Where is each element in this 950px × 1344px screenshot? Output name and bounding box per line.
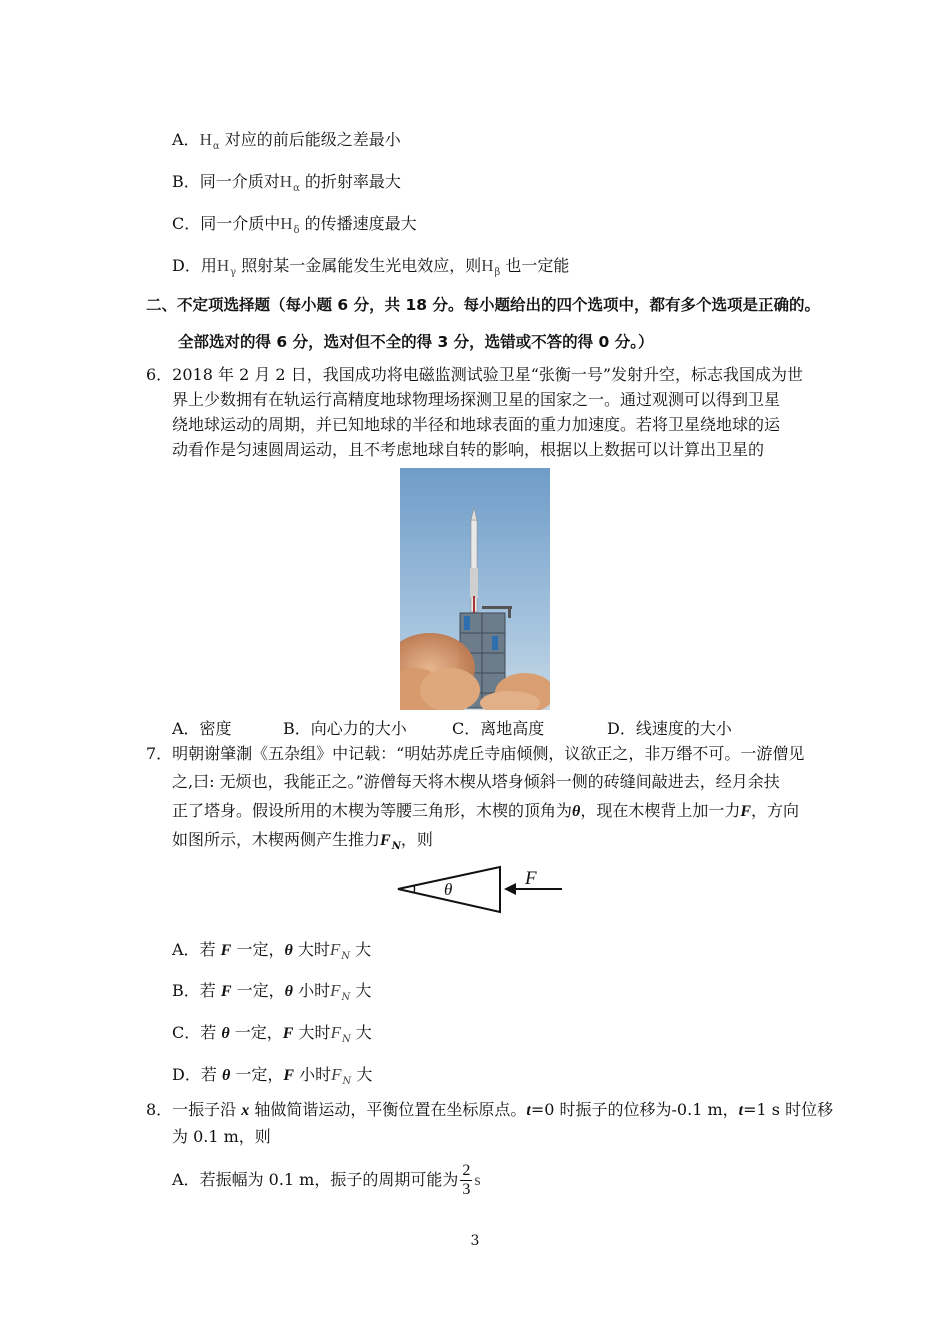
q7-option-d: D．若 θ 一定，F 小时$F_N$ 大	[172, 1065, 373, 1087]
q6-option-c: C．离地高度	[452, 719, 545, 738]
q7-stem-line2: 之,曰: 无烦也，我能正之。”游僧每天将木楔从塔身倾斜一侧的砖缝间敲进去，经月余扶	[172, 772, 780, 791]
q5-option-c: C．同一介质中$H_\delta$ 的传播速度最大	[172, 214, 417, 236]
q7-stem-line3: 正了塔身。假设所用的木楔为等腰三角形，木楔的顶角为θ，现在木楔背上加一力F，方向	[172, 801, 800, 820]
section-2-instructions: 全部选对的得 6 分，选对但不全的得 3 分，选错或不答的得 0 分。）	[178, 333, 654, 351]
q6-stem-line2: 界上少数拥有在轨运行高精度地球物理场探测卫星的国家之一。通过观测可以得到卫星	[172, 390, 781, 409]
wedge-force-diagram	[392, 862, 572, 918]
q7-option-a: A．若 F 一定，θ 大时$F_N$ 大	[172, 940, 372, 962]
q5-option-a: A．$H_\alpha$ 对应的前后能级之差最小	[172, 130, 401, 152]
q5-option-d: D．用$H_\gamma$ 照射某一金属能发生光电效应，则$H_\beta$ 也一定能	[172, 256, 570, 278]
q6-option-b: B．向心力的大小	[283, 719, 407, 738]
page-number: 3	[470, 1233, 480, 1249]
fraction-two-thirds: $\frac{2}{3}$	[462, 1162, 471, 1198]
q6-stem-line3: 绕地球运动的周期，并已知地球的半径和地球表面的重力加速度。若将卫星绕地球的运	[172, 415, 781, 434]
q7-stem-line1: 7．明朝谢肇淛《五杂组》中记载：“明姑苏虎丘寺庙倾侧，议欲正之，非万缗不可。一游僧见	[146, 744, 805, 763]
section-2-heading: 二、不定项选择题（每小题 6 分，共 18 分。每小题给出的四个选项中，都有多个选项是正确的。	[146, 296, 820, 314]
rocket-launch-image	[400, 468, 550, 710]
q7-option-b: B．若 F 一定，θ 小时$F_N$ 大	[172, 981, 372, 1003]
angle-arc	[414, 885, 415, 893]
q6-stem-line1: 6．2018 年 2 月 2 日，我国成功将电磁监测试验卫星“张衡一号”发射升空，标志我国成为世	[146, 365, 804, 384]
angle-theta-label: θ	[444, 880, 453, 899]
q8-option-a: A．若振幅为 0.1 m，振子的周期可能为 $\frac{2}{3}$ s	[172, 1162, 481, 1198]
q6-option-d: D．线速度的大小	[607, 719, 732, 738]
q7-option-c: C．若 θ 一定，F 大时$F_N$ 大	[172, 1023, 372, 1045]
q7-stem-line4: 如图所示，木楔两侧产生推力$F_N$，则	[172, 830, 433, 852]
force-f-label: F	[525, 868, 537, 889]
q8-stem-line1: 8．一振子沿 x 轴做简谐运动，平衡位置在坐标原点。t=0 时振子的位移为-0.1 m，t=1 s 时位移	[146, 1100, 834, 1119]
q6-option-a: A．密度	[172, 719, 232, 738]
force-arrowhead	[504, 883, 516, 895]
q6-stem-line4: 动看作是匀速圆周运动，且不考虑地球自转的影响，根据以上数据可以计算出卫星的	[172, 440, 765, 459]
q5-option-b: B．同一介质对$H_\alpha$ 的折射率最大	[172, 172, 401, 194]
q8-stem-line2: 为 0.1 m，则	[172, 1127, 271, 1146]
